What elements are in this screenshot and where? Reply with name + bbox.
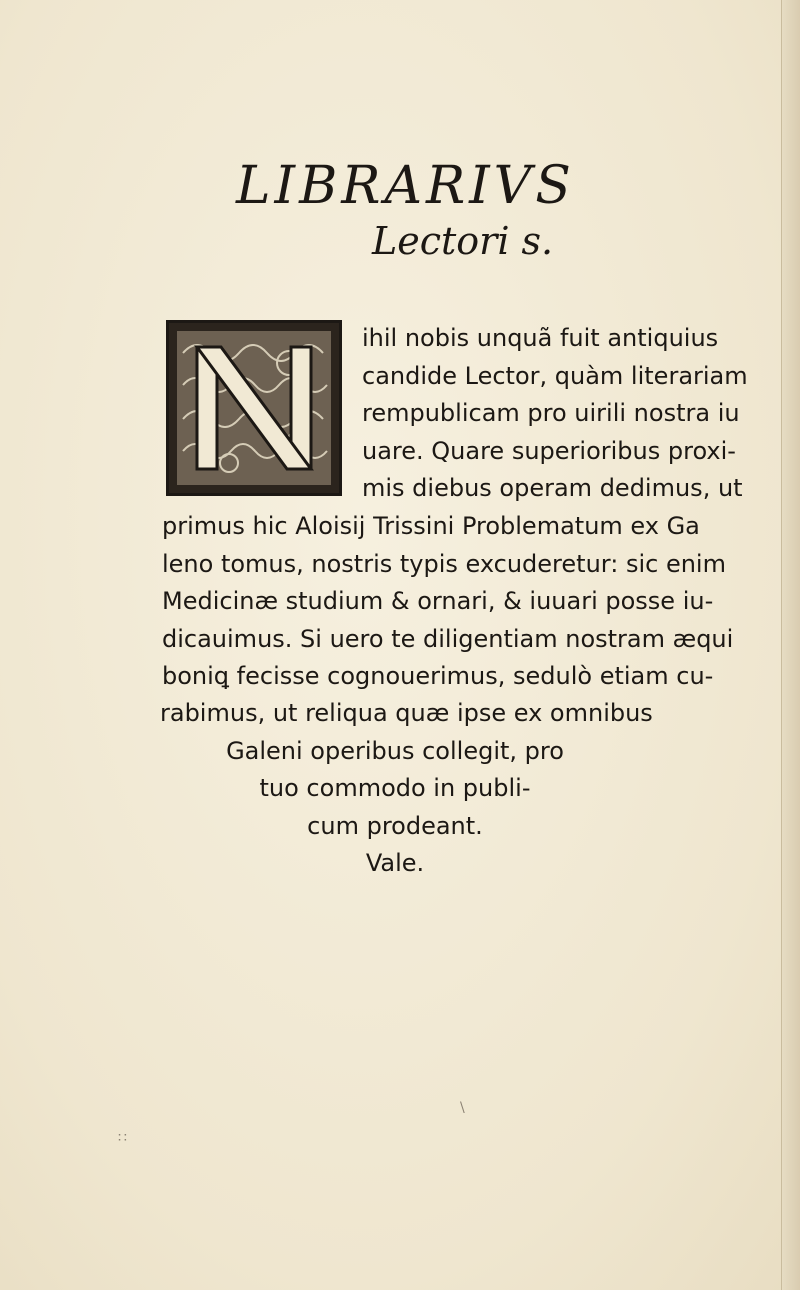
text-line: Medicinæ studium & ornari, & iuuari posse iu- bbox=[162, 587, 714, 615]
page-subheading: Lectori s. bbox=[372, 219, 554, 263]
text-line: boniꝗ fecisse cognouerimus, sedulò etiam cu- bbox=[162, 662, 714, 690]
paper-speck: \ bbox=[460, 1100, 465, 1116]
text-line: rempublicam pro uirili nostra iu bbox=[362, 399, 740, 427]
text-line: uare. Quare superioribus proxi- bbox=[362, 436, 736, 465]
woodcut-initial-image bbox=[169, 323, 339, 493]
page-edge bbox=[781, 0, 800, 1290]
text-line: mis diebus operam dedimus, ut bbox=[362, 474, 743, 502]
paper-speck: ∷ bbox=[118, 1130, 127, 1146]
text-line: Galeni operibus collegit, pro bbox=[226, 736, 564, 765]
text-line: cum prodeant. bbox=[307, 811, 483, 840]
indented-paragraph bbox=[362, 320, 782, 508]
text-line: rabimus, ut reliqua quæ ipse ex omnibus bbox=[160, 699, 653, 727]
text-line: Vale. bbox=[365, 849, 425, 877]
show-through-lower bbox=[150, 1040, 710, 1130]
full-width-paragraph bbox=[162, 508, 782, 696]
text-line: dicauimus. Si uero te diligentiam nostram æqui bbox=[162, 624, 734, 653]
text-line: primus hic Aloisij Trissini Problematum ex Ga bbox=[162, 512, 700, 540]
text-line: ihil nobis unquã fuit antiquius bbox=[362, 324, 719, 352]
page-heading: LIBRARIVS bbox=[236, 156, 575, 216]
text-line: candide Lector, quàm literariam bbox=[362, 361, 748, 390]
text-line: leno tomus, nostris typis excuderetur: sic enim bbox=[162, 549, 726, 578]
closing-paragraph bbox=[160, 695, 653, 883]
text-line: tuo commodo in publi- bbox=[259, 774, 531, 802]
decorated-initial bbox=[166, 320, 342, 496]
